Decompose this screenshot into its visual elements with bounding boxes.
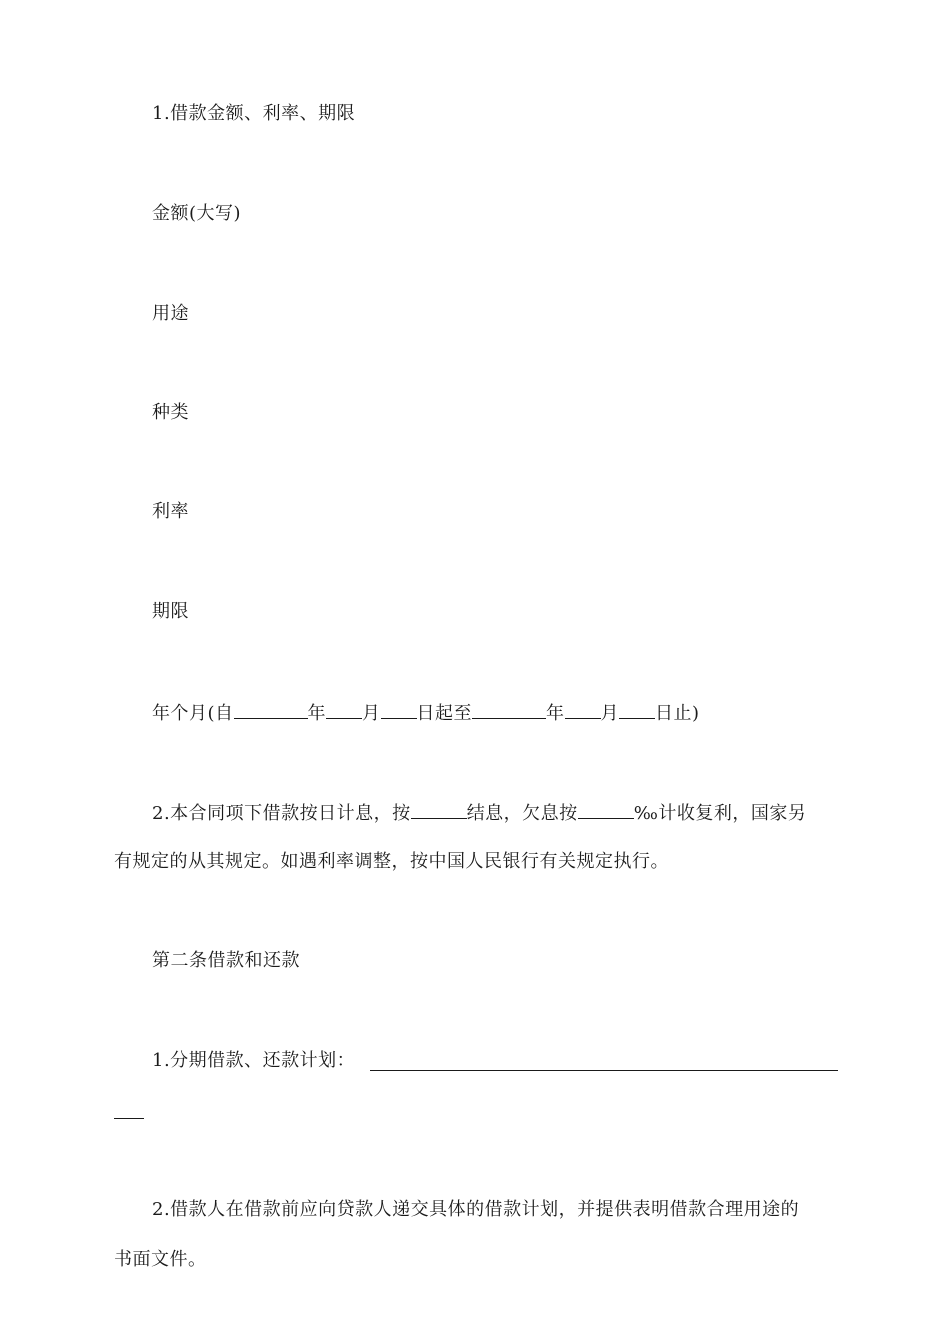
- blank-compound-rate[interactable]: [578, 800, 634, 819]
- blank-start-month[interactable]: [326, 700, 362, 719]
- term-text-end-year: 年: [546, 703, 565, 724]
- loan-plan-clause-line2: 书面文件。: [114, 1249, 207, 1270]
- installment-plan-blank[interactable]: [370, 1070, 838, 1071]
- interest-clause-line1: [152, 800, 806, 826]
- blank-settlement-period[interactable]: [411, 800, 467, 819]
- blank-end-month[interactable]: [565, 700, 601, 719]
- term-date-line: [152, 700, 700, 726]
- section-heading-loan-terms: 1.借款金额、利率、期限: [152, 103, 356, 124]
- field-label-rate: 利率: [152, 501, 189, 522]
- term-text-until: 日起至: [416, 703, 473, 724]
- blank-start-day[interactable]: [381, 700, 417, 719]
- blank-end-day[interactable]: [619, 700, 655, 719]
- loan-plan-clause-line1: 2.借款人在借款前应向贷款人递交具体的借款计划，并提供表明借款合理用途的: [152, 1199, 800, 1220]
- field-label-type: 种类: [152, 402, 189, 423]
- blank-start-year[interactable]: [234, 700, 308, 719]
- term-text-end: 日止): [655, 703, 700, 724]
- term-text-month: 月: [362, 703, 381, 724]
- interest-text-1: 2.本合同项下借款按日计息，按: [152, 803, 411, 824]
- field-label-amount: 金额(大写): [152, 203, 242, 224]
- interest-clause-line2: 有规定的从其规定。如遇利率调整，按中国人民银行有关规定执行。: [114, 851, 669, 872]
- field-label-purpose: 用途: [152, 303, 189, 324]
- field-label-term: 期限: [152, 601, 189, 622]
- term-text-year: 年: [307, 703, 327, 724]
- blank-end-year[interactable]: [472, 700, 546, 719]
- interest-text-2: 结息，欠息按: [466, 803, 578, 824]
- article-title-loan-repayment: 第二条借款和还款: [152, 950, 300, 971]
- installment-plan-blank-continued[interactable]: [114, 1118, 144, 1119]
- interest-text-3: ‰计收复利，国家另: [633, 803, 807, 824]
- installment-plan-label: 1.分期借款、还款计划：: [152, 1050, 356, 1071]
- term-text-start: 年个月(自: [152, 703, 234, 724]
- term-text-end-month: 月: [600, 703, 620, 724]
